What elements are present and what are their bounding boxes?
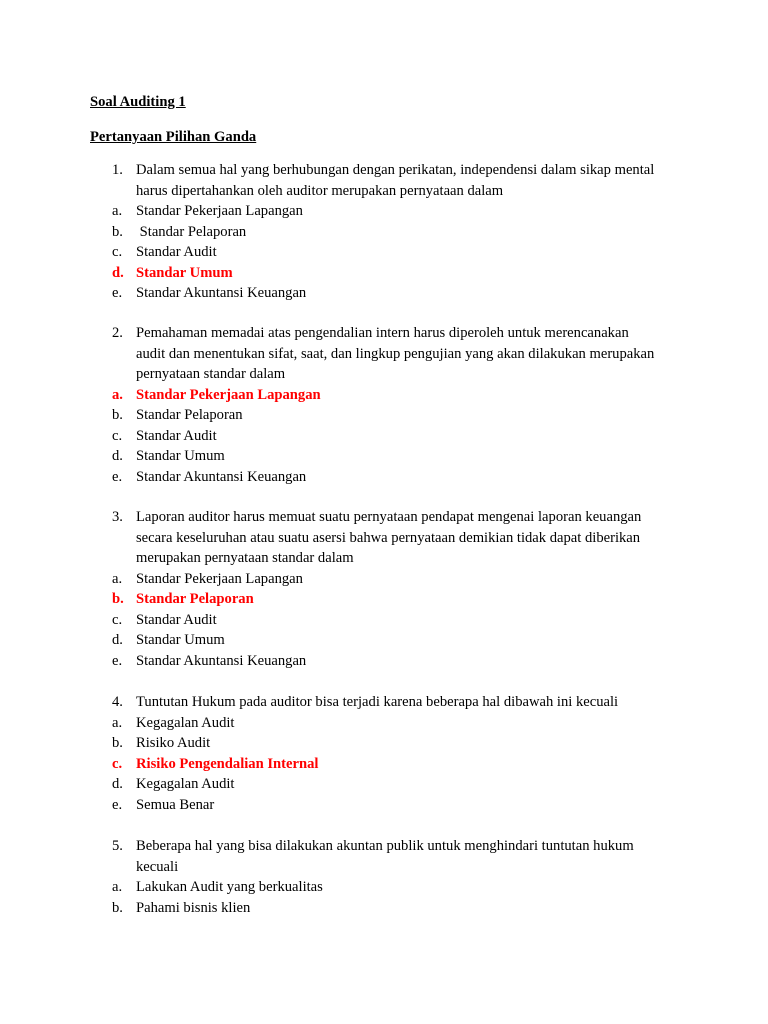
option-letter: d.	[112, 776, 123, 792]
question-text: Beberapa hal yang bisa dilakukan akuntan publik untuk menghindari tuntutan hukum	[136, 838, 634, 854]
option-text: Standar Akuntansi Keuangan	[136, 468, 307, 485]
option-text: Lakukan Audit yang berkualitas	[136, 879, 323, 895]
question-text: Dalam semua hal yang berhubungan dengan perikatan, independensi dalam sikap mental	[136, 162, 655, 178]
question-text: harus dipertahankan oleh auditor merupakan pernyataan dalam	[136, 182, 504, 199]
option-letter: c.	[112, 427, 123, 444]
answer-option	[0, 222, 768, 243]
answer-option	[0, 201, 768, 222]
answer-option	[0, 713, 768, 734]
question-number: 4.	[112, 694, 123, 710]
answer-option-correct	[0, 263, 768, 284]
option-text: Risiko Pengendalian Internal	[136, 755, 319, 772]
option-letter: e.	[112, 468, 123, 485]
question-line	[0, 344, 768, 365]
section-heading: Pertanyaan Pilihan Ganda	[90, 129, 257, 145]
question-line	[0, 507, 768, 528]
option-letter: a.	[112, 570, 123, 587]
question-3	[0, 507, 768, 671]
option-text: Standar Umum	[136, 448, 225, 464]
question-text: merupakan pernyataan standar dalam	[136, 550, 354, 566]
option-text: Kegagalan Audit	[136, 714, 235, 731]
question-line	[0, 181, 768, 202]
answer-option	[0, 898, 768, 919]
option-letter: a.	[112, 714, 123, 731]
option-letter: d.	[112, 264, 124, 281]
option-letter: d.	[112, 632, 123, 648]
option-text: Standar Pekerjaan Lapangan	[136, 570, 303, 587]
option-text: Standar Pelaporan	[136, 223, 247, 240]
answer-option-correct	[0, 754, 768, 775]
option-letter: c.	[112, 755, 123, 772]
question-text: kecuali	[136, 858, 179, 875]
option-text: Kegagalan Audit	[136, 776, 235, 792]
option-text: Standar Akuntansi Keuangan	[136, 285, 307, 301]
option-text: Semua Benar	[136, 796, 215, 813]
question-number: 5.	[112, 838, 123, 854]
option-letter: b.	[112, 591, 124, 607]
question-line	[0, 836, 768, 857]
option-letter: b.	[112, 407, 123, 423]
answer-option	[0, 405, 768, 426]
question-line	[0, 857, 768, 878]
question-1	[0, 160, 768, 304]
option-letter: e.	[112, 652, 123, 669]
option-text: Standar Akuntansi Keuangan	[136, 652, 307, 669]
answer-option	[0, 651, 768, 672]
question-line	[0, 160, 768, 181]
question-text: pernyataan standar dalam	[136, 366, 286, 382]
question-text: Laporan auditor harus memuat suatu pernyataan pendapat mengenai laporan keuangan	[136, 509, 642, 525]
question-line	[0, 692, 768, 713]
answer-option	[0, 795, 768, 816]
answer-option	[0, 242, 768, 263]
answer-option	[0, 733, 768, 754]
document-title: Soal Auditing 1	[90, 94, 186, 110]
option-letter: b.	[112, 223, 123, 240]
answer-option-correct	[0, 589, 768, 610]
option-text: Pahami bisnis klien	[136, 899, 251, 916]
answer-option	[0, 426, 768, 447]
option-text: Risiko Audit	[136, 735, 211, 751]
option-letter: e.	[112, 796, 123, 813]
answer-option	[0, 467, 768, 488]
answer-option-correct	[0, 385, 768, 406]
answer-option	[0, 446, 768, 467]
question-text: secara keseluruhan atau suatu asersi bahwa pernyataan demikian tidak dapat diberikan	[136, 529, 641, 546]
answer-option	[0, 569, 768, 590]
answer-option	[0, 283, 768, 304]
option-letter: c.	[112, 244, 123, 260]
option-text: Standar Pekerjaan Lapangan	[136, 203, 303, 219]
option-text: Standar Pekerjaan Lapangan	[136, 386, 321, 403]
option-text: Standar Umum	[136, 632, 225, 648]
question-2	[0, 323, 768, 487]
option-letter: a.	[112, 386, 123, 403]
question-number: 2.	[112, 325, 123, 341]
question-5	[0, 836, 768, 918]
question-line	[0, 548, 768, 569]
option-letter: d.	[112, 448, 123, 464]
question-number: 1.	[112, 162, 123, 178]
question-text: Pemahaman memadai atas pengendalian intern harus diperoleh untuk merencanakan	[136, 325, 629, 341]
option-letter: c.	[112, 611, 123, 628]
question-4	[0, 692, 768, 815]
option-letter: b.	[112, 735, 123, 751]
question-line	[0, 528, 768, 549]
option-text: Standar Pelaporan	[136, 591, 254, 607]
option-letter: a.	[112, 879, 123, 895]
option-letter: a.	[112, 203, 123, 219]
option-text: Standar Audit	[136, 611, 217, 628]
option-text: Standar Audit	[136, 244, 217, 260]
question-text: audit dan menentukan sifat, saat, dan lingkup pengujian yang akan dilakukan merupakan	[136, 345, 655, 362]
question-line	[0, 323, 768, 344]
question-number: 3.	[112, 509, 123, 525]
answer-option	[0, 774, 768, 795]
option-text: Standar Audit	[136, 427, 217, 444]
answer-option	[0, 630, 768, 651]
option-letter: b.	[112, 899, 123, 916]
option-text: Standar Pelaporan	[136, 407, 243, 423]
answer-option	[0, 877, 768, 898]
question-line	[0, 364, 768, 385]
question-text: Tuntutan Hukum pada auditor bisa terjadi karena beberapa hal dibawah ini kecuali	[136, 694, 619, 710]
option-letter: e.	[112, 285, 123, 301]
answer-option	[0, 610, 768, 631]
option-text: Standar Umum	[136, 264, 233, 281]
